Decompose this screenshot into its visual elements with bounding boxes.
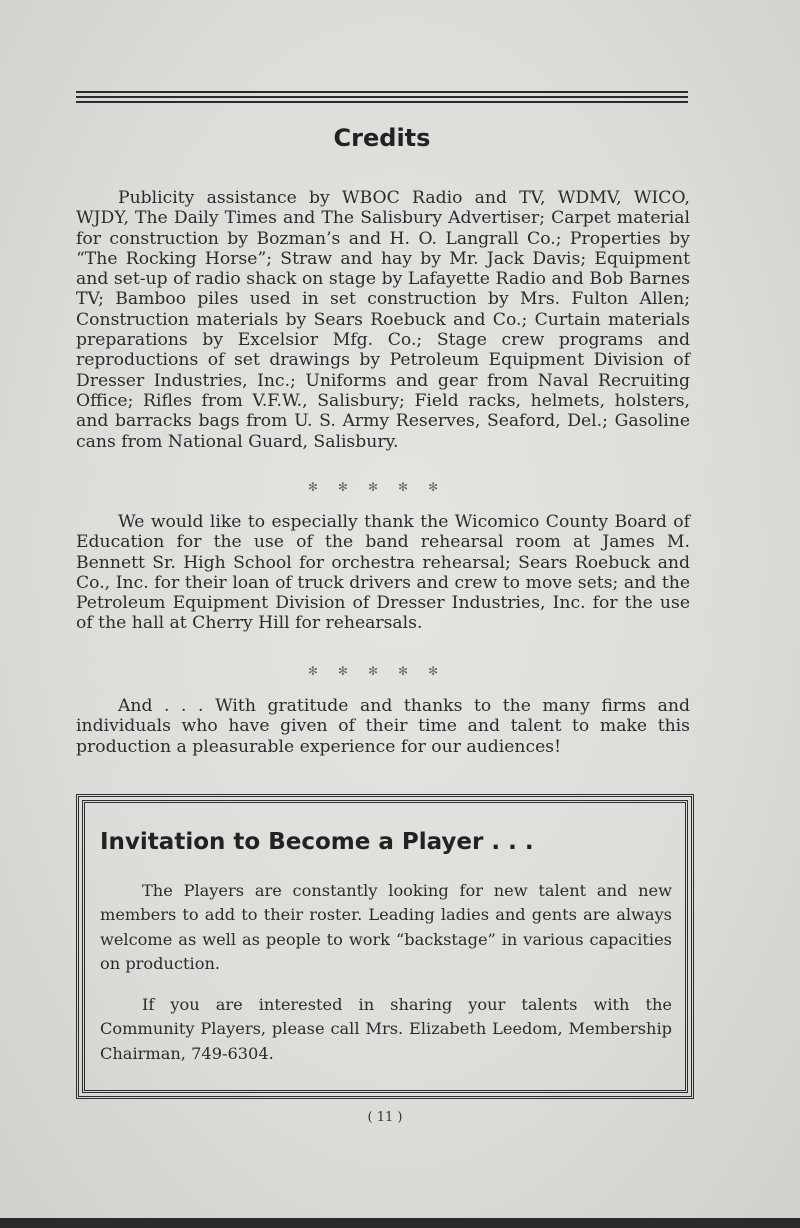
credits-paragraph-thanks: We would like to especially thank the Wicomico County Board of Education for the use of the band rehearsal room at James M. Bennett Sr. High School for orchestra rehearsal; Sears Roebuck and Co., Inc. for their loan of truck drivers and crew to move sets; and the Petroleum Equipment Division of Dresser Industries, Inc. for the use of the hall at Cherry Hill for rehearsals. [76,512,690,634]
invitation-paragraph-contact: If you are interested in sharing your talents with the Community Players, please call Mrs. Elizabeth Leedom, Membership Chairman, 749-6304. [100,995,672,1063]
page-number: ( 11 ) [367,1110,403,1125]
credits-paragraph-gratitude: And . . . With gratitude and thanks to the many firms and individuals who have given of their time and talent to make this production a pleasurable experience for our audiences! [76,696,690,757]
separator-stars: ✻✻✻✻✻ [307,480,459,494]
page-title: Credits [333,124,431,152]
page-bottom-edge [0,1218,800,1228]
credits-paragraph-publicity: Publicity assistance by WBOC Radio and TV, WDMV, WICO, WJDY, The Daily Times and The Salisbury Advertiser; Carpet material for construction by Bozman’s and H. O. Langrall Co.; Properties by “The Rocking Horse”; Straw and hay by Mr. Jack Davis; Equipment and set-up of radio shack on stage by Lafayette Radio and Bob Barnes TV; Bamboo piles used in set construction by Mrs. Fulton Allen; Construction materials by Sears Roebuck and Co.; Curtain materials preparations by Excelsior Mfg. Co.; Stage crew programs and reproductions of set drawings by Petroleum Equipment Division of Dresser Industries, Inc.; Uniforms and gear from Naval Recruiting Office; Rifles from V.F.W., Salisbury; Field racks, helmets, holsters, and barracks bags from U. S. Army Reserves, Seaford, Del.; Gasoline cans from National Guard, Salisbury. [76,188,690,452]
invitation-paragraph-talent: The Players are constantly looking for new talent and new members to add to their roster. Leading ladies and gents are always welcome as well as people to work “backstage” in various capacities on production. [100,881,672,973]
top-rule [76,91,688,103]
invitation-title: Invitation to Become a Player . . . [100,829,534,855]
separator-stars: ✻✻✻✻✻ [307,664,459,678]
